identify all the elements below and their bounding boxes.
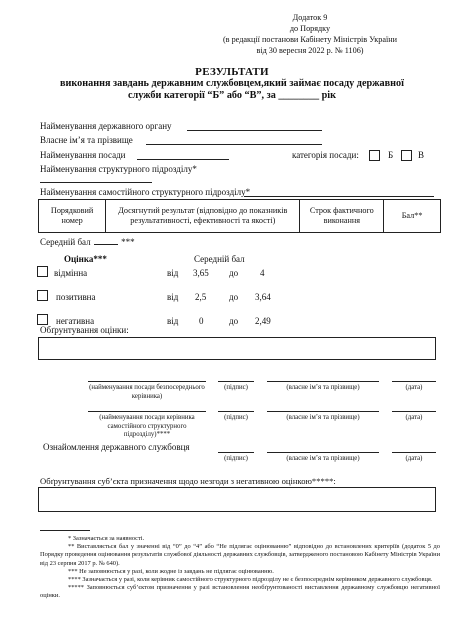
annex-date: від 30 вересня 2022 р. № 1106) (256, 46, 364, 55)
head-signature-caption: (підпис) (224, 414, 248, 421)
rating-negative-from: 0 (199, 316, 204, 326)
footnote-1: * Зазначається за наявності. (68, 535, 145, 542)
head-name-line (267, 411, 379, 412)
justification-label: Обґрунтування оцінки: (40, 325, 129, 335)
col-term-header: Строк фактичного виконання (300, 200, 384, 233)
subject-justification-label: Обґрунтування суб’єкта призначення щодо незгоди з негативною оцінкою*****: (40, 476, 336, 486)
annex-header (190, 12, 430, 56)
immediate-signature-line (218, 381, 254, 382)
footnote-3: *** Не заповнюється у разі, коли жодне із завдань не підлягає оцінюванню. (68, 567, 274, 575)
footnote-4: **** Зазначається у разі, коли керівник самостійного структурного підрозділу не є безпосереднім керівником державного службовця. (68, 576, 433, 584)
rating-negative-checkbox[interactable] (37, 314, 48, 325)
struct-unit-field[interactable] (40, 182, 152, 183)
footnote-separator (40, 530, 90, 531)
rating-excellent-to: 4 (260, 268, 265, 278)
indep-unit-field[interactable] (244, 196, 434, 197)
acq-signature-line (218, 452, 254, 453)
immediate-date-caption: (дата) (405, 384, 423, 391)
rating-negative-from-word: від (167, 316, 179, 326)
category-v-checkbox[interactable] (401, 150, 412, 161)
rating-negative-to: 2,49 (255, 316, 271, 326)
gov-body-field[interactable] (187, 130, 322, 131)
immediate-position-caption: (найменування посади безпосереднього керівника) (89, 384, 205, 400)
head-date-line (392, 411, 436, 412)
footnote-5: ***** Заповнюється суб’єктом призначення у разі встановлення необґрунтованості виставлення державному службовцю негативної оцінки. (40, 584, 440, 600)
results-table (38, 199, 441, 233)
immediate-position-line (88, 381, 206, 382)
footnote-2: ** Виставляється бал у значенні від “0” до “4” або “Не підлягає оцінюванню” відповідно до встановлених критеріїв (додаток 5 до Порядку проведення оцінювання результатів службової діяльності державних службовців, затвердженого постановою Кабінету Міністрів України від 23 серпня 2017 р. № 640). (40, 543, 440, 567)
col-score-header: Бал** (384, 200, 441, 233)
category-b-checkbox[interactable] (369, 150, 380, 161)
category-label: категорія посади: (292, 150, 359, 160)
rating-negative-to-word: до (229, 316, 239, 326)
col-number-header: Порядковий номер (39, 200, 106, 233)
average-value-field[interactable] (94, 244, 118, 245)
rating-positive-from: 2,5 (195, 292, 207, 302)
position-field[interactable] (137, 159, 229, 160)
rating-excellent-to-word: до (229, 268, 239, 278)
head-signature-line (218, 411, 254, 412)
immediate-date-line (392, 381, 436, 382)
rating-positive-checkbox[interactable] (37, 290, 48, 301)
rating-positive-to-word: до (229, 292, 239, 302)
justification-field[interactable] (38, 337, 436, 360)
rating-positive-from-word: від (167, 292, 179, 302)
category-b-label: Б (388, 150, 394, 160)
full-name-field[interactable] (146, 144, 322, 145)
head-position-line (88, 411, 206, 412)
rating-excellent-checkbox[interactable] (37, 266, 48, 277)
immediate-name-caption: (власне ім’я та прізвище) (286, 384, 360, 391)
acquainted-label: Ознайомлення державного службовця (43, 442, 190, 452)
subject-justification-field[interactable] (38, 487, 436, 512)
document-subtitle (0, 78, 464, 102)
rating-negative-label: негативна (56, 316, 95, 326)
subtitle-line-1: виконання завдань державним службовцем,який займає посаду державної (60, 78, 404, 89)
annex-order: до Порядку (289, 24, 331, 33)
gov-body-label: Найменування державного органу (40, 121, 172, 131)
footnotes (40, 535, 440, 601)
head-position-caption: (найменування посади керівника самостійного структурного підрозділу)**** (99, 414, 195, 438)
immediate-name-line (267, 381, 379, 382)
rating-excellent-label: відмінна (54, 268, 88, 278)
head-date-caption: (дата) (405, 414, 423, 421)
rating-positive-to: 3,64 (255, 292, 271, 302)
acq-date-line (392, 452, 436, 453)
annex-number: Додаток 9 (292, 13, 328, 22)
average-marker: *** (121, 237, 135, 247)
struct-unit-label: Найменування структурного підрозділу* (40, 164, 197, 174)
position-label: Найменування посади (40, 150, 126, 160)
average-label (40, 237, 135, 247)
acq-date-caption: (дата) (405, 455, 423, 462)
acq-signature-caption: (підпис) (224, 455, 248, 462)
immediate-signature-caption: (підпис) (224, 384, 248, 391)
acq-name-line (267, 452, 379, 453)
avg-score-header: Середній бал (194, 254, 245, 264)
full-name-label: Власне ім’я та прізвище (40, 135, 133, 145)
col-result-header: Досягнутий результат (відповідно до показників результативності, ефективності та якості) (106, 200, 300, 233)
rating-excellent-from: 3,65 (193, 268, 209, 278)
annex-edition: (в редакції постанови Кабінету Міністрів України (222, 35, 398, 44)
head-name-caption: (власне ім’я та прізвище) (286, 414, 360, 421)
indep-unit-label: Найменування самостійного структурного підрозділу* (40, 187, 251, 197)
average-label-text: Середній бал (40, 237, 91, 247)
document-title: РЕЗУЛЬТАТИ (195, 66, 269, 78)
rating-label: Оцінка*** (64, 254, 107, 264)
rating-excellent-from-word: від (167, 268, 179, 278)
subtitle-line-2: служби категорії “Б” або “В”, за ________ рік (127, 90, 336, 101)
acq-name-caption: (власне ім’я та прізвище) (286, 455, 360, 462)
category-v-label: В (418, 150, 425, 160)
rating-positive-label: позитивна (56, 292, 96, 302)
table-header-row (39, 200, 441, 233)
